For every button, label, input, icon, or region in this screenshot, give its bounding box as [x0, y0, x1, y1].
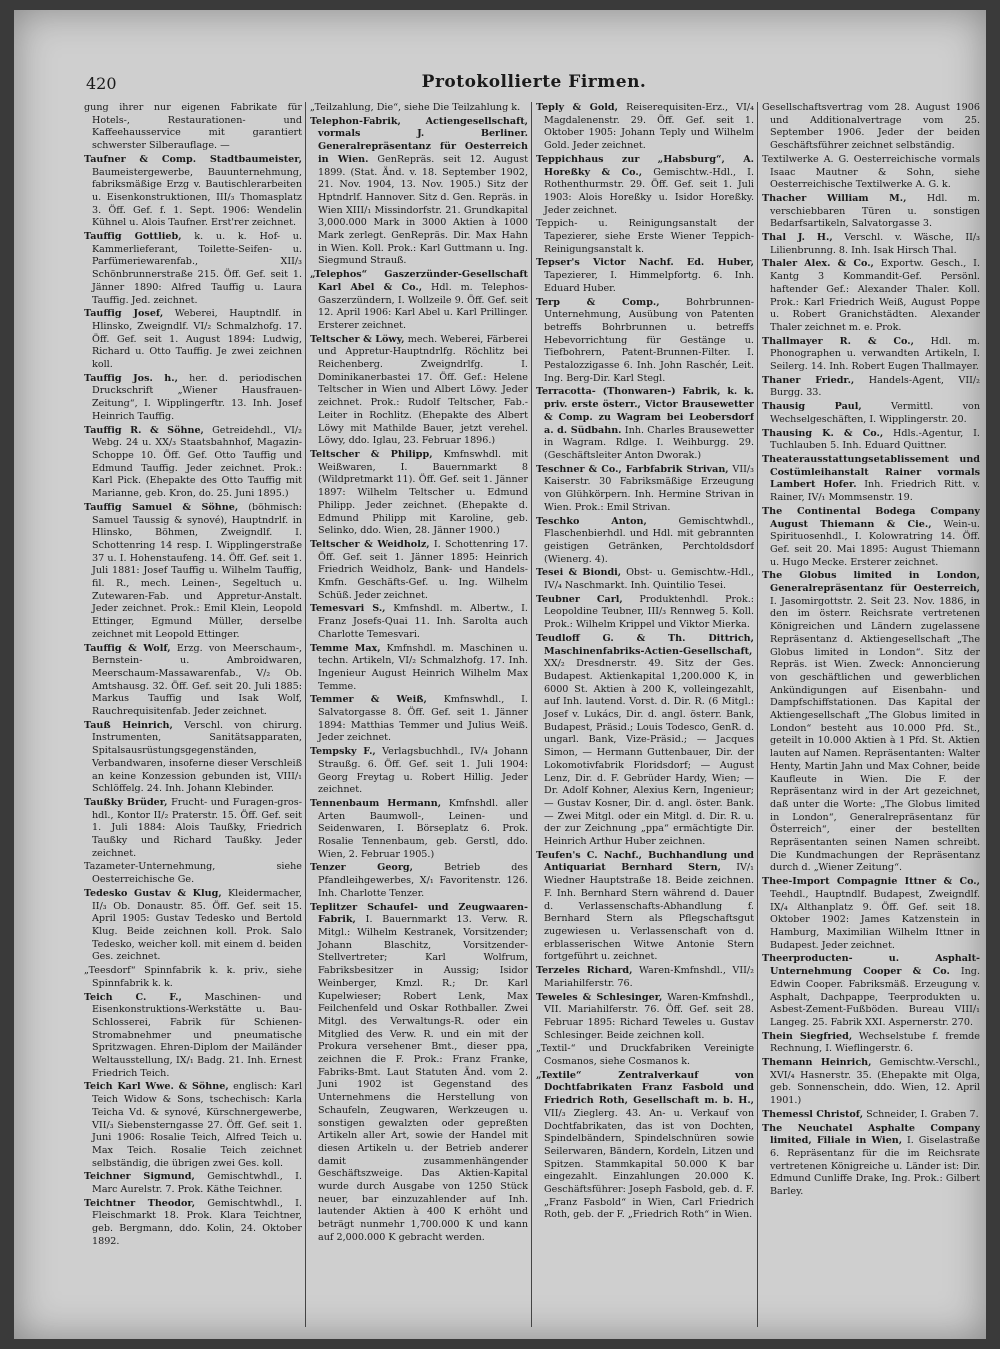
firm-entry — [762, 953, 980, 1029]
firm-details: Gemischtwhdl., I. Fleischmarkt 18. Prok. Klara Teichtner, geb. Bergmann, ddo. Kolin, 24. Oktober 1892. — [92, 1197, 302, 1247]
firm-name: Thausing K. & Co., — [762, 427, 884, 439]
firm-details: Inh. Charles Brausewetter in Wagram. Rdlge. I. Weihburgg. 29. (Geschäftsleiter Anton Dworak.) — [544, 424, 754, 461]
firm-details: I. Bauernmarkt 13. Verw. R. Mitgl.: Wilhelm Kestranek, Vorsitzender; Johann Blaschitz, Vorsitzender-Stellvertreter; Karl Wolfrum, Fabriksbesitzer in Aussig; Isidor Weinberger, Kmzl. R.; Dr. Karl Kupelwieser; Robert Lenk, Max Feilchenfeld und Oskar Rothballer. Zwei Mitgl. des Verwaltungs-R. oder ein Mitglied des Verw. R. und ein mit der Prokura versehener Bmt., dieser ppa, zeichnen die F. Prok.: Franz Franke, Fabriks-Bmt. Laut Statuten Änd. vom 2. Juni 1902 ist Gegenstand des Unternehmens die Herstellung von Schaufeln, Zeugwaren, Werkzeugen u. sonstigen gewalzten oder gepreßten Artikeln aller Art, sowie der Handel mit diesen Artikeln u. der Betrieb anderer damit zusammenhängender Geschäftszweige. Das Aktien-Kapital wurde durch Ausgabe von 1250 Stück neuer, bar einzuzahlender auf Inh. lautender Aktien à 400 K erhöht und beträgt nunmehr 1,700.000 K und kann auf 2,000.000 K gebracht werden. — [318, 914, 528, 1243]
firm-entry — [762, 428, 980, 453]
firm-entry — [536, 633, 754, 849]
firm-name: „Telephos“ Gaszerzünder-Gesellschaft Karl Abel & Co., — [310, 269, 528, 293]
firm-details: Hdl. m. verschiebbaren Türen u. sonstigen Bedarfsartikeln, Salvatorgasse 3. — [770, 192, 980, 230]
firm-name: Tauffig Samuel & Söhne, — [84, 501, 239, 513]
firm-name: Tauß Heinrich, — [84, 719, 173, 731]
firm-name: Teich Karl Wwe. & Söhne, — [84, 1081, 229, 1093]
page — [84, 62, 984, 1342]
firm-name: Terzeles Richard, — [536, 965, 633, 977]
firm-name: Theaterausstattungsetablissement und Costümleihanstalt Rainer vormals Lambert Hofer. — [762, 453, 980, 491]
firm-name: Theerproducten- u. Asphalt-Unternehmung Cooper & Co. — [762, 953, 980, 978]
firm-details: Bohrbrunnen-Unternehmung, Ausübung von Patenten betreffs Bohrbrunnen u. betreffs Hebevorrichtung für Gestänge u. Tiefbohrern, Patent-Brunnen-Filter. I. Pestalozzigasse 6. Inh. John Raschér, Leit. Ing. Berg-Dir. Karl Stegl. — [544, 296, 754, 384]
firm-entry — [84, 1171, 302, 1196]
firm-details: Handels-Agent, VII/₂ Burgg. 33. — [770, 374, 980, 399]
firm-details: Gemischtwhdl., I. Marc Aurelstr. 7. Prok. Käthe Teichner. — [92, 1171, 302, 1196]
firm-entry — [536, 386, 754, 462]
firm-name: Tauffig R. & Söhne, — [84, 424, 204, 436]
firm-name: Themann Heinrich, — [762, 1057, 872, 1069]
firm-name: The Continental Bodega Company August Thiemann & Cie., — [762, 505, 980, 530]
firm-name: Teweles & Schlesinger, — [536, 991, 663, 1003]
firm-name: Tennenbaum Hermann, — [310, 797, 442, 809]
firm-details: Exportw. Gesch., I. Kantg 3 Kommandit-Gef. Persönl. haftender Gef.: Alexander Thaler. Koll. Prok.: Karl Friedrich Weiß, August Poppe u. Robert Granichstädten. Alexander Thaler zeichnet m. e. Prok. — [770, 258, 980, 333]
firm-entry — [310, 643, 528, 694]
column-divider — [531, 102, 532, 1327]
firm-details: Kmfnswhdl. mit Weißwaren, I. Bauernmarkt 8 (Wildpretmarkt 11). Öff. Gef. seit 1. Jänner 1897: Wilhelm Teltscher u. Edmund Philipp. Jeder zeichnet. (Ehepakte d. Edmund Philipp mit Karoline, geb. Selinko, ddo. Wien, 28. Jänner 1900.) — [318, 448, 528, 537]
firm-name: Teschner & Co., Farbfabrik Strivan, — [536, 463, 729, 475]
firm-details: Ing. Edwin Cooper. Fabriksmäß. Erzeugung v. Asphalt, Dachpappe, Teerprodukten u. Asbest-Zement-Fußböden. Bureau VIII/₁ Langeg. 25. Fabrik XXI. Aspernerstr. 270. — [770, 966, 980, 1028]
firm-details: Tapezierer, I. Himmelpfortg. 6. Inh. Eduard Huber. — [544, 270, 754, 294]
firm-details: Kmfnshdl. aller Arten Baumwoll-, Leinen- und Seidenwaren, I. Börseplatz 6. Prok. Rosalie Tennenbaum, geb. Gerstl, ddo. Wien, 2. Februar 1905.) — [318, 797, 528, 860]
firm-details: Wechselstube f. fremde Rechnung, I. Wieflingerstr. 6. — [770, 1030, 980, 1055]
firm-entry — [84, 425, 302, 501]
firm-details: Verlagsbuchhdl., IV/₄ Johann Straußg. 6. Öff. Gef. seit 1. Juli 1904: Georg Freytag u. Robert Hillig. Jeder zeichnet. — [318, 746, 528, 796]
firm-details: englisch: Karl Teich Widow & Sons, tschechisch: Karla Teicha Vd. & synové, Kürschnergewerbe, VII/₃ Siebensterngasse 27. Öff. Gef. seit 1. Juni 1906: Rosalie Teich, Alfred Teich u. Max Teich. Rosalie Teich zeichnet selbständig, die übrigen zwei Ges. koll. — [92, 1081, 302, 1169]
firm-entry — [84, 502, 302, 642]
firm-name: Thausig Paul, — [762, 401, 862, 413]
firm-entry — [536, 297, 754, 386]
firm-name: Thee-Import Compagnie Ittner & Co., — [762, 876, 980, 888]
page-header — [84, 62, 984, 100]
firm-name: Themessl Christof, — [762, 1108, 864, 1120]
firm-name: Telephon-Fabrik, Actiengesellschaft, vormals J. Berliner. Generalrepräsentanz für Oesterreich in Wien. — [310, 115, 528, 165]
firm-name: Tauffig & Wolf, — [84, 642, 171, 654]
firm-details: Betrieb des Pfandleihgewerbes, X/₁ Favoritenstr. 126. Inh. Charlotte Tenzer. — [318, 862, 528, 899]
firm-details: „Textil-“ und Druckfabriken Vereinigte Cosmanos, siehe Cosmanos k. — [536, 1043, 754, 1068]
firm-entry — [762, 1123, 980, 1199]
firm-entry — [536, 257, 754, 295]
firm-details: I. Jasomirgottstr. 2. Seit 23. Nov. 1886, in den im österr. Reichsrate vertretenen Königreichen und Ländern zugelassene Repräsentanz d. Aktiengesellschaft „The Globus limited in London“. Sitz der Repräs. ist Wien. Zweck: Annoncierung von geschäftlichen und gewerblichen Ankündigungen auf Eisenbahn- und Dampfschiffstationen. Das Kapital der Aktiengesellschaft „The Globus limited in London“ besteht aus 10.000 Pfd. St., geteilt in 10.000 Aktien à 1 Pfd. St. Aktien lauten auf Namen. Repräsentanten: Walter Henty, Martin Jahn und Max Cohner, beide Kaufleute in Wien. Die F. der Repräsentanz wird in der Art gezeichnet, daß unter die Worte: „The Globus limited in London“, Generalrepräsentanz für Österreich“, einer der bestellten Repräsentanten seinen Namen schreibt. Die Kundmachungen der Repräsentanz durch d. „Wiener Zeitung“. — [770, 595, 980, 874]
firm-entry — [84, 102, 302, 153]
page-number: 420 — [86, 74, 117, 93]
firm-entry — [536, 154, 754, 218]
firm-name: Tempsky F., — [310, 746, 376, 758]
firm-details: Waren-Kmfnshdl., VII. Mariahilferstr. 76. Öff. Gef. seit 28. Februar 1895: Richard Teweles u. Gustav Schlesinger. Beide zeichnen koll. — [544, 991, 754, 1041]
firm-entry — [84, 861, 302, 886]
firm-details: mech. Weberei, Färberei und Appretur-Hauptndrlfg. Röchlitz bei Reichenberg. Zweigndrlfg. I. Dominikanerbastei 17. Öff. Gef.: Helene Teltscher in Wien und Albert Löwy. Jeder zeichnet. Prok.: Rudolf Teltscher, Fab.-Leiter in Rochlitz. (Ehepakte des Albert Löwy mit Mathilde Bauer, jetzt verehel. Löwy, ddo. Iglau, 23. Februar 1896.) — [318, 333, 528, 447]
firm-details: Getreidehdl., VI/₂ Webg. 24 u. XX/₃ Staatsbahnhof, Magazin-Schoppe 10. Öff. Gef. Otto Tauffig und Edmund Tauffig. Jeder zeichnet. Prok.: Karl Pick. (Ehepakte des Otto Tauffig mit Marianne, geb. Kron, do. 25. Juni 1895.) — [92, 424, 302, 500]
firm-details: Verschl. von chirurg. Instrumenten, Sanitätsapparaten, Spitalsausrüstungsgegenständen, Verbandwaren, insoferne dieser Verschleiß an keine Konzession gebunden ist, VIII/₁ Schlöffelg. 24. Inh. Johann Klebinder. — [92, 719, 302, 795]
firm-details: Hdl. m. Phonographen u. verwandten Artikeln, I. Seilerg. 14. Inh. Robert Eugen Thallmayer. — [770, 335, 980, 373]
firm-entry — [310, 102, 528, 115]
firm-details: Obst- u. Gemischtw.-Hdl., IV/₄ Naschmarkt. Inh. Quintilio Tesei. — [544, 567, 754, 592]
firm-name: Teichner Sigmund, — [84, 1171, 195, 1183]
firm-name: Thaner Friedr., — [762, 374, 855, 386]
firm-entry — [762, 876, 980, 952]
firm-entry — [536, 516, 754, 567]
firm-name: Tenzer Georg, — [310, 862, 413, 874]
firm-entry — [310, 798, 528, 862]
column-1 — [84, 102, 302, 1332]
firm-details: „Teilzahlung, Die“, siehe Die Teilzahlung k. — [310, 102, 521, 113]
firm-entry — [84, 1198, 302, 1249]
firm-details: Hdls.-Agentur, I. Tuchlauben 5. Inh. Eduard Quittner. — [770, 427, 980, 452]
firm-details: Schneider, I. Graben 7. — [866, 1108, 979, 1120]
firm-details: Inh. Friedrich Ritt. v. Rainer, IV/₁ Mommsenstr. 19. — [770, 479, 980, 504]
firm-details: Erzg. von Meerschaum-, Bernstein- u. Ambroidwaren, Meerschaum-Massawarenfab., V/₂ Ob. Amtshausg. 32. Öff. Gef. seit 20. Juli 1885: Markus Tauffig und Isak Wolf, Rauchrequisitenfab. Jeder zeichnet. — [92, 642, 302, 718]
firm-details: Vermittl. von Wechselgeschäften, I. Wipplingerstr. 20. — [770, 401, 980, 425]
firm-name: Thein Siegfried, — [762, 1030, 853, 1042]
firm-entry — [536, 965, 754, 990]
firm-entry — [84, 888, 302, 964]
firm-details: Kmfnswhdl., I. Salvatorgasse 8. Öff. Gef. seit 1. Jänner 1894: Matthias Temmer und Julius Weiß. Jeder zeichnet. — [318, 694, 528, 744]
firm-details: XX/₂ Dresdnerstr. 49. Sitz der Ges. Budapest. Aktienkapital 1,200.000 K, in 6000 St. Aktien à 200 K, volleingezahlt, auf Inh. lautend. Vorst. d. Dir. R. (6 Mitgl.: Josef v. Lukács, Dir. d. angl. österr. Bank, Budapest, Präsid.; Louis Todesco, GenR. d. ungarl. Bank, Vize-Präsid.; — Jacques Simon, — Hermann Guttenbauer, Dir. der Lokomotivfabrik Floridsdorf; — August Lenz, Dir. d. F. Gebrüder Hardy, Wien; — Dr. Adolf Kohner, Alexius Kern, Ingenieur; — Gustav Kosner, Dir. d. angl. öster. Bank. — Zwei Mitgl. oder ein Mitgl. d. Dir. R. u. der zur Zeichnung „ppa“ ermächtigte Dir. Heinrich Arthur Huber zeichnen. — [544, 658, 754, 848]
firm-name: Teich C. F., — [84, 991, 182, 1003]
firm-name: Thaler Alex. & Co., — [762, 258, 874, 270]
firm-entry — [536, 464, 754, 515]
firm-entry — [310, 694, 528, 745]
firm-name: Teltscher & Philipp, — [310, 448, 433, 460]
column-3 — [536, 102, 754, 1332]
firm-entry — [762, 401, 980, 426]
firm-entry — [762, 193, 980, 231]
firm-entry — [536, 567, 754, 592]
firm-details: Gemischtw.-Verschl., XVI/₄ Hasnerstr. 35. (Ehepakte mit Olga, geb. Sonnenschein, ddo. Wien, 12. April 1901.) — [770, 1057, 980, 1107]
firm-details: VII/₃ Zieglerg. 43. An- u. Verkauf von Dochtfabrikaten, das ist von Dochten, Spindelbändern, Spindelschnüren sowie Seilerwaren, Bändern, Kordeln, Litzen und Spitzen. Stammkapital 50.000 K bar eingezahlt. Einzahlungen 20.000 K. Geschäftsführer: Joseph Fasbold, geb. d. F. „Franz Fasbold“ in Wien, Carl Friedrich Roth, geb. der F. „Friedrich Roth“ in Wien. — [544, 1107, 754, 1221]
firm-entry — [762, 570, 980, 875]
firm-name: Teppichhaus zur „Habsburg“, A. Horeßky & Co., — [536, 153, 754, 178]
firm-entry — [762, 336, 980, 374]
firm-name: Thal J. H., — [762, 232, 833, 244]
firm-details: IV/₁ Wiedner Hauptstraße 18. Beide zeichnen. F. Inh. Bernhard Stern während d. Dauer d. Verlassenschafts-Abhandlung f. Bernhard Stern als Pflegschaftsgut zugewiesen u. Verlassenschaft von d. erblasserischen Witwe Antonie Stern fortgeführt u. zeichnet. — [544, 862, 754, 963]
columns — [84, 102, 984, 1332]
firm-name: „Textile“ Zentralverkauf von Dochtfabrikaten Franz Fasbold und Friedrich Roth, Gesellschaft m. b. H., — [536, 1069, 754, 1107]
firm-details: Kmfnshdl. m. Albertw., I. Franz Josefs-Quai 11. Inh. Sarolta auch Charlotte Temesvari. — [318, 603, 528, 640]
firm-details: Gesellschaftsvertrag vom 28. August 1906 und Additionalvertrage vom 25. September 1906. Jeder der beiden Geschäftsführer zeichnet selbständig. — [762, 102, 980, 152]
column-divider — [757, 102, 758, 1327]
scanned-page-background — [14, 10, 986, 1339]
firm-name: Teplitzer Schaufel- und Zeugwaaren-Fabrik, — [310, 901, 528, 926]
firm-entry — [762, 375, 980, 400]
firm-name: Tesei & Biondi, — [536, 567, 622, 579]
firm-entry — [762, 232, 980, 257]
firm-details: Kmfnshdl. m. Maschinen u. techn. Artikeln, VI/₂ Schmalzhofg. 17. Inh. Ingenieur August Heinrich Wilhelm Max Temme. — [318, 642, 528, 692]
firm-entry — [762, 1031, 980, 1056]
firm-entry — [762, 1057, 980, 1108]
firm-entry — [536, 102, 754, 153]
firm-entry — [310, 449, 528, 538]
firm-details: Teehdl., Hauptndlf. Budapest, Zweigndlf. IX/₄ Althanplatz 9. Öff. Gef. seit 18. Oktober 1902: James Katzenstein in Hamburg, Maximilian Wilhelm Ittner in Budapest. Jeder zeichnet. — [770, 888, 980, 951]
firm-entry — [84, 965, 302, 990]
firm-entry — [762, 1109, 980, 1122]
firm-entry — [536, 992, 754, 1043]
column-2 — [310, 102, 528, 1332]
firm-details: Textilwerke A. G. Oesterreichische vormals Isaac Mautner & Sohn, siehe Oesterreichische Textilwerke A. G. k. — [762, 153, 980, 191]
firm-details: „Teesdorf“ Spinnfabrik k. k. priv., siehe Spinnfabrik k. k. — [84, 965, 302, 989]
firm-entry — [84, 1081, 302, 1170]
firm-name: Tepser's Victor Nachf. Ed. Huber, — [536, 257, 754, 269]
firm-name: Temmer & Weiß, — [310, 694, 427, 706]
firm-details: Reiserequisiten-Erz., VI/₄ Magdalenenstr. 29. Öff. Gef. seit 1. Oktober 1905: Johann Teply und Wilhelm Gold. Jeder zeichnet. — [544, 102, 754, 152]
firm-name: Teichtner Theodor, — [84, 1197, 196, 1209]
firm-name: Tedesko Gustav & Klug, — [84, 887, 222, 899]
firm-entry — [310, 862, 528, 900]
firm-name: Teltscher & Löwy, — [310, 333, 405, 345]
firm-details: GenRepräs. seit 12. August 1899. (Stat. Änd. v. 18. September 1902, 21. Nov. 1904, 13. Nov. 1905.) Sitz der Hptndrlf. Hannover. Sitz d. Gen. Repräs. in Wien XIII/₁ Missindorfstr. 21. Grundkapital 3,000.000 Mark in 3000 Aktien à 1000 Mark zerlegt. GenRepräs. Dir. Max Hahn in Wien. Koll. Prok.: Karl Guttmann u. Ing. Siegmund Strauß. — [318, 153, 528, 267]
firm-details: Baumeistergewerbe, Bauunternehmung, fabriksmäßige Erzg v. Bautischlerarbeiten u. Eisenkonstruktionen, III/₃ Thomasplatz 3. Öff. Gef. f. 1. Sept. 1906: Wendelin Kühnel u. Alois Taufner. Erst'rer zeichnet. — [92, 166, 302, 229]
firm-entry — [762, 454, 980, 505]
firm-entry — [84, 797, 302, 861]
firm-entry — [84, 643, 302, 719]
firm-name: Taußky Brüder, — [84, 796, 168, 808]
firm-details: Teppich- u. Reinigungsanstalt der Tapezierer, siehe Erste Wiener Teppich-Reinigungsanstalt k. — [536, 218, 754, 255]
firm-name: Terracotta- (Thonwaren-) Fabrik, k. k. priv. erste österr., Victor Brausewetter & Comp. zu Wagram bei Leobersdorf a. d. Südbahn. — [536, 386, 754, 436]
firm-name: Tauffig Gottlieb, — [84, 231, 182, 243]
firm-entry — [536, 218, 754, 256]
firm-details: Verschl. v. Wäsche, II/₃ Lilienbrunng. 8. Inh. Isak Hirsch Thal. — [770, 232, 980, 256]
firm-entry — [762, 506, 980, 570]
column-divider — [305, 102, 306, 1327]
firm-details: gung ihrer nur eigenen Fabrikate für Hotels-, Restaurationen- und Kaffeehausservice mit garantiert schwerster Silberauflage. — — [84, 102, 302, 152]
firm-details: Gemischtwhdl., Flaschenbierhdl. und Hdl. mit gebrannten geistigen Getränken, Perchtoldsdorf (Wienerg. 4). — [544, 515, 754, 565]
firm-entry — [310, 334, 528, 448]
firm-name: Teltscher & Weidholz, — [310, 538, 430, 550]
firm-details: Produktenhdl. Prok.: Leopoldine Teubner, III/₃ Rennweg 5. Koll. Prok.: Wilhelm Krippel und Viktor Mierka. — [544, 593, 754, 631]
firm-entry — [762, 154, 980, 192]
firm-entry — [84, 992, 302, 1081]
firm-entry — [84, 720, 302, 796]
firm-entry — [310, 539, 528, 603]
firm-name: Teudloff G. & Th. Dittrich, Maschinenfabriks-Actien-Gesellschaft, — [536, 632, 754, 657]
firm-name: The Neuchatel Asphalte Company limited, Filiale in Wien, — [762, 1122, 980, 1147]
firm-details: Maschinen- und Eisenkonstruktions-Werkstätte u. Bau-Schlosserei, Fabrik für Schienen-Stromabnehmer und pneumatische Spritzwagen. Ehren-Diplom der Mailänder Weltausstellung, IX/₁ Badg. 21. Inh. Ernest Friedrich Teich. — [92, 991, 302, 1079]
firm-details: Weberei, Hauptndlf. in Hlinsko, Zweigndlf. VI/₂ Schmalzhofg. 17. Öff. Gef. seit 1. August 1894: Ludwig, Richard u. Otto Tauffig. Je zwei zeichnen koll. — [92, 308, 302, 371]
column-4 — [762, 102, 980, 1332]
firm-name: The Globus limited in London, Generalrepräsentanz für Oesterreich, — [762, 570, 980, 595]
firm-details: (böhmisch: Samuel Taussig & synové), Hauptndrlf. in Hlinsko, Böhmen, Zweigndlf. I. Schottenring 14 resp. I. Wipplingerstraße 37 u. I. Hohenstaufeng. 14. Öff. Gef. seit 1. Juli 1881: Josef Tauffig u. Wilhelm Tauffig, fil. R., mech. Leinen-, Segeltuch u. Zutewaren-Fab. und Appretur-Anstalt. Jeder zeichnet. Prok.: Emil Klein, Leopold Ettinger, Egmund Müller, derselbe zeichnet mit Leopold Ettinger. — [92, 501, 302, 640]
firm-name: Taufner & Comp. Stadtbaumeister, — [84, 153, 302, 165]
firm-details: VII/₃ Kaiserstr. 30 Fabriksmäßige Erzeugung von Glühkörpern. Inh. Hermine Strivan in Wien. Prok.: Emil Strivan. — [544, 463, 754, 513]
firm-details: Tazameter-Unternehmung, siehe Oesterreichische Ge. — [84, 861, 302, 886]
firm-details: her. d. periodischen Druckschrift „Wiener Hausfrauen-Zeitung“, I. Wipplingerftr. 13. Inh. Josef Heinrich Tauffig. — [92, 372, 302, 422]
firm-details: Waren-Kmfnshdl., VII/₂ Mariahilferstr. 76. — [544, 965, 754, 989]
firm-entry — [310, 116, 528, 268]
firm-details: Gemischtw.-Hdl., I. Rothenthurmstr. 29. Öff. Gef. seit 1. Juli 1903: Alois Horeßky u. Isidor Horeßky. Jeder zeichnet. — [544, 166, 754, 216]
firm-name: Temesvari S., — [310, 603, 386, 615]
firm-entry — [310, 603, 528, 641]
firm-details: Frucht- und Furagen-gros-hdl., Kontor II/₂ Praterstr. 15. Öff. Gef. seit 1. Juli 1884: Alois Taußky, Friedrich Taußky und Richard Taußky. Jeder zeichnet. — [92, 796, 302, 859]
firm-name: Teubner Carl, — [536, 593, 623, 605]
firm-entry — [84, 308, 302, 372]
firm-name: Terp & Comp., — [536, 296, 660, 308]
firm-details: I. Schottenring 17. Öff. Gef. seit 1. Jänner 1895: Heinrich Friedrich Weidholz, Bank- und Handels-Kmfn. Geschäfts-Gef. u. Ing. Wilhelm Schüß. Jeder zeichnet. — [318, 538, 528, 601]
firm-entry — [310, 746, 528, 797]
firm-entry — [536, 1070, 754, 1222]
firm-entry — [762, 102, 980, 153]
firm-entry — [84, 373, 302, 424]
firm-name: Tauffig Jos. h., — [84, 372, 178, 384]
firm-entry — [536, 594, 754, 632]
firm-name: Teschko Anton, — [536, 515, 647, 527]
firm-entry — [536, 1043, 754, 1068]
firm-entry — [310, 902, 528, 1245]
firm-name: Temme Max, — [310, 642, 381, 654]
firm-details: Wein-u. Spirituosenhdl., I. Kolowratring 14. Öff. Gef. seit 20. Mai 1895: August Thiemann u. Hugo Mecke. Ersterer zeichnet. — [770, 518, 980, 568]
firm-name: Tauffig Josef, — [84, 308, 164, 320]
firm-details: Hdl. m. Telephos-Gaszerzündern, I. Wollzeile 9. Öff. Gef. seit 12. April 1906: Karl Abel u. Karl Prillinger. Ersterer zeichnet. — [318, 281, 528, 331]
running-title: Protokollierte Firmen. — [421, 72, 647, 92]
firm-name: Teufen's C. Nachf., Buchhandlung und Antiquariat Bernhard Stern, — [536, 849, 754, 874]
firm-details: k. u. k. Hof- u. Kammerlieferant, Toilette-Seifen- u. Parfümeriewarenfab., XII/₃ Schönbrunnerstraße 215. Öff. Gef. seit 1. Jänner 1890: Alfred Tauffig u. Laura Tauffig. Jed. zeichnet. — [92, 231, 302, 306]
firm-name: Thallmayer R. & Co., — [762, 335, 914, 347]
firm-entry — [536, 850, 754, 964]
firm-details: Kleidermacher, II/₃ Ob. Donaustr. 85. Öff. Gef. seit 15. April 1905: Gustav Tedesko und Bertold Klug. Beide zeichnen koll. Prok. Salo Tedesko, weicher koll. mit einem d. beiden Ges. zeichnet. — [92, 887, 302, 963]
firm-entry — [84, 154, 302, 230]
firm-entry — [310, 269, 528, 333]
firm-details: I. Giselastraße 6. Repräsentanz für die im Reichsrate vertretenen Königreiche u. Länder ist: Dir. Edmund Cunliffe Drake, Ing. Prok.: Gilbert Barley. — [770, 1135, 980, 1198]
firm-entry — [762, 258, 980, 334]
firm-name: Teply & Gold, — [536, 102, 618, 113]
firm-entry — [84, 231, 302, 307]
firm-name: Thacher William M., — [762, 192, 907, 204]
